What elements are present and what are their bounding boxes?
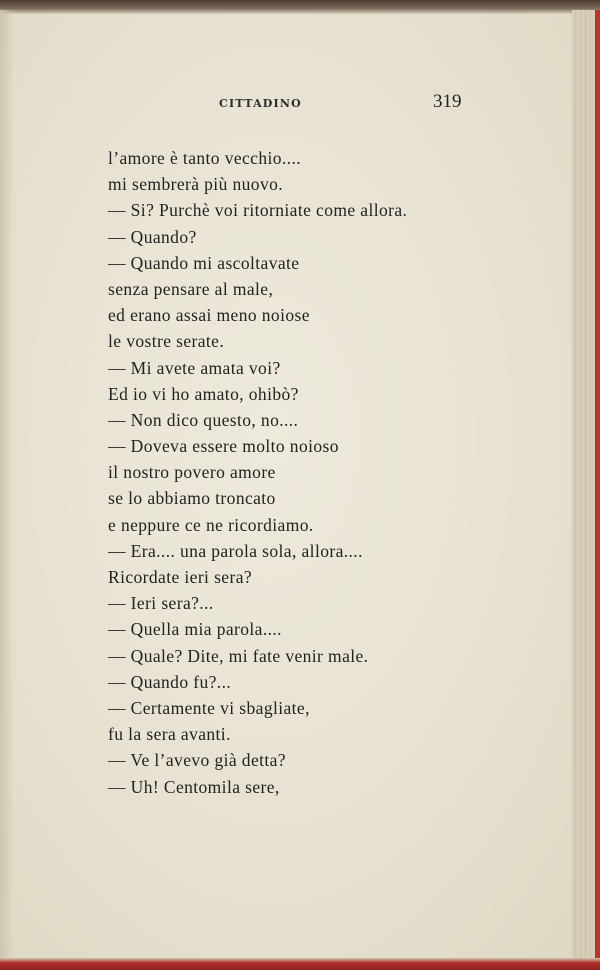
text-line: — Ve l’avevo già detta? [108,750,286,771]
text-line: — Quale? Dite, mi fate venir male. [108,645,369,666]
text-line: l’amore è tanto vecchio.... [108,148,302,168]
text-line: se lo abbiamo troncato [108,488,276,509]
text-line: — Quando? [108,226,197,247]
text-line: — Doveva essere molto noioso [108,436,339,457]
poem-text [108,145,498,800]
text-line: senza pensare al male, [108,278,274,299]
text-line: — Uh! Centomila sere, [108,776,280,797]
text-line: — Mi avete amata voi? [108,357,281,378]
text-line: — Non dico questo, no.... [108,409,299,430]
text-line: — Quando mi ascoltavate [108,252,300,273]
page-number: 319 [433,91,462,112]
text-line: Ed io vi ho amato, ohibò? [108,383,299,404]
text-line: — Quella mia parola.... [108,619,282,640]
text-line: le vostre serate. [108,331,225,352]
top-edge [0,0,600,14]
red-edge-bottom [0,958,600,970]
running-head: CITTADINO [219,97,302,110]
text-line: — Quando fu?... [108,671,232,692]
text-line: fu la sera avanti. [108,724,231,745]
text-line: — Ieri sera?... [108,593,214,614]
text-line: e neppure ce ne ricordiamo. [108,514,314,535]
text-line: il nostro povero amore [108,462,276,483]
text-line: Ricordate ieri sera? [108,567,253,587]
text-line: — Certamente vi sbagliate, [108,697,310,718]
red-edge-right [595,10,600,960]
text-line: mi sembrerà più nuovo. [108,174,284,195]
text-line: — Si? Purchè voi ritorniate come allora. [108,200,408,221]
text-line: ed erano assai meno noiose [108,305,310,326]
text-line: — Era.... una parola sola, allora.... [108,540,363,561]
gutter-shadow [0,10,14,960]
